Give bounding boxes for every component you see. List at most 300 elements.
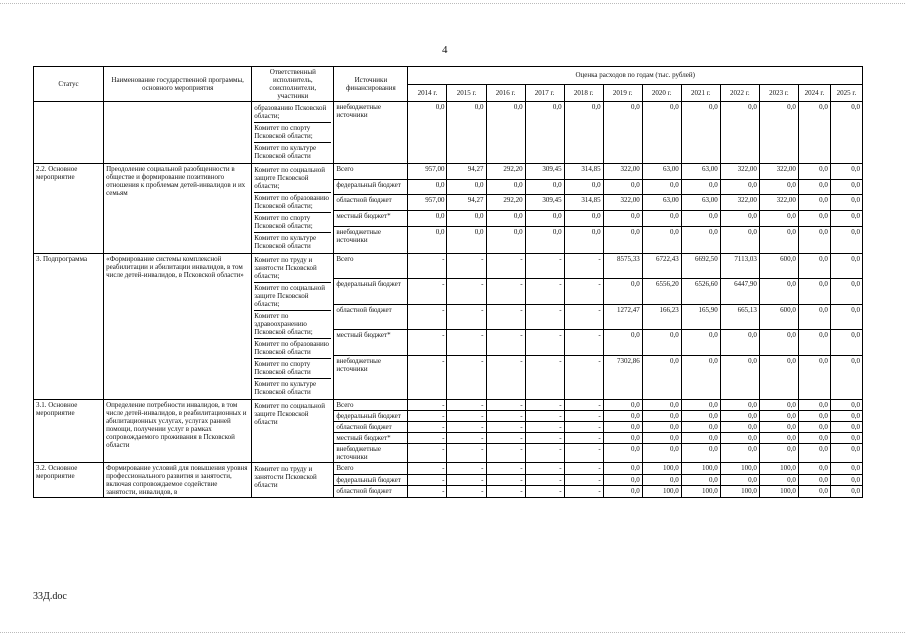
value-cell: 322,00 xyxy=(759,164,798,180)
source-cell: Всего xyxy=(334,254,408,279)
value-cell: 0,0 xyxy=(681,433,720,444)
value-cell: 0,0 xyxy=(447,102,486,164)
source-cell: Всего xyxy=(334,164,408,180)
responsible-entry: Комитет по социальной защите Псковской области xyxy=(254,402,326,426)
value-cell: 100,0 xyxy=(720,486,759,498)
value-cell: 7302,86 xyxy=(603,355,642,399)
responsible-entry: Комитет по спорту Псковской области; xyxy=(254,213,331,233)
value-cell: 0,0 xyxy=(486,226,525,253)
value-cell: 0,0 xyxy=(798,474,830,486)
value-cell: - xyxy=(486,330,525,355)
responsible-entry: Комитет по социальной защите Псковской области; xyxy=(254,165,331,193)
value-cell: 600,0 xyxy=(759,254,798,279)
value-cell: - xyxy=(408,433,447,444)
value-cell: - xyxy=(564,422,603,433)
value-cell: 0,0 xyxy=(408,226,447,253)
source-cell: федеральный бюджет xyxy=(334,179,408,195)
status-cell xyxy=(34,102,104,164)
status-cell: 3.1. Основное мероприятие xyxy=(34,400,104,463)
responsible-cell xyxy=(252,164,334,254)
header-year: 2023 г. xyxy=(759,84,798,102)
value-cell: 0,0 xyxy=(642,474,681,486)
responsible-cell xyxy=(252,400,334,463)
value-cell: - xyxy=(486,486,525,498)
value-cell: - xyxy=(486,355,525,399)
value-cell: 6722,43 xyxy=(642,254,681,279)
header-year: 2025 г. xyxy=(830,84,862,102)
responsible-cell xyxy=(252,102,334,164)
responsible-cell xyxy=(252,463,334,498)
value-cell: 0,0 xyxy=(447,211,486,227)
table-row xyxy=(34,254,863,279)
value-cell: 0,0 xyxy=(798,411,830,422)
budget-table xyxy=(33,66,863,498)
value-cell: 0,0 xyxy=(408,211,447,227)
value-cell: 0,0 xyxy=(759,102,798,164)
value-cell: 6692,50 xyxy=(681,254,720,279)
value-cell: 0,0 xyxy=(830,195,862,211)
value-cell: 0,0 xyxy=(798,304,830,329)
value-cell: 0,0 xyxy=(525,102,564,164)
value-cell: - xyxy=(486,411,525,422)
header-year: 2018 г. xyxy=(564,84,603,102)
value-cell: 0,0 xyxy=(603,226,642,253)
value-cell: 322,00 xyxy=(603,164,642,180)
value-cell: - xyxy=(564,355,603,399)
value-cell: - xyxy=(447,330,486,355)
value-cell: - xyxy=(447,433,486,444)
value-cell: 0,0 xyxy=(642,102,681,164)
value-cell: - xyxy=(486,304,525,329)
value-cell: - xyxy=(447,411,486,422)
value-cell: 322,00 xyxy=(603,195,642,211)
value-cell: 0,0 xyxy=(759,179,798,195)
value-cell: - xyxy=(486,422,525,433)
value-cell: 0,0 xyxy=(603,444,642,463)
value-cell: 292,20 xyxy=(486,164,525,180)
value-cell: 0,0 xyxy=(759,400,798,411)
value-cell: - xyxy=(408,330,447,355)
value-cell: 6526,60 xyxy=(681,279,720,304)
value-cell: - xyxy=(525,330,564,355)
value-cell: - xyxy=(408,463,447,475)
value-cell: - xyxy=(564,474,603,486)
value-cell: 292,20 xyxy=(486,195,525,211)
value-cell: 0,0 xyxy=(830,411,862,422)
header-status: Статус xyxy=(34,67,104,102)
value-cell: 0,0 xyxy=(720,330,759,355)
source-cell: областной бюджет xyxy=(334,422,408,433)
value-cell: 322,00 xyxy=(759,195,798,211)
value-cell: 8575,33 xyxy=(603,254,642,279)
value-cell: - xyxy=(447,474,486,486)
responsible-entry: Комитет по труду и занятости Псковской области; xyxy=(254,255,331,283)
value-cell: - xyxy=(408,422,447,433)
value-cell: 0,0 xyxy=(830,102,862,164)
header-program-name: Наименование государственной программы, основного мероприятия xyxy=(104,67,252,102)
value-cell: 0,0 xyxy=(681,355,720,399)
value-cell: 0,0 xyxy=(759,411,798,422)
value-cell: - xyxy=(447,304,486,329)
table-row xyxy=(34,164,863,180)
value-cell: - xyxy=(447,463,486,475)
value-cell: 0,0 xyxy=(525,211,564,227)
value-cell: - xyxy=(525,254,564,279)
value-cell: 100,0 xyxy=(720,463,759,475)
table-row xyxy=(34,463,863,475)
value-cell: 0,0 xyxy=(830,355,862,399)
value-cell: - xyxy=(447,486,486,498)
value-cell: 0,0 xyxy=(798,433,830,444)
header-year: 2019 г. xyxy=(603,84,642,102)
value-cell: - xyxy=(564,279,603,304)
value-cell: 0,0 xyxy=(720,433,759,444)
value-cell: 0,0 xyxy=(681,400,720,411)
value-cell: 7113,03 xyxy=(720,254,759,279)
responsible-entry: Комитет по культуре Псковской области xyxy=(254,144,317,160)
value-cell: 0,0 xyxy=(603,400,642,411)
value-cell: 0,0 xyxy=(830,254,862,279)
header-year: 2020 г. xyxy=(642,84,681,102)
source-cell: внебюджетные источники xyxy=(334,444,408,463)
header-year: 2015 г. xyxy=(447,84,486,102)
value-cell: 0,0 xyxy=(408,179,447,195)
source-cell: областной бюджет xyxy=(334,486,408,498)
header-year: 2017 г. xyxy=(525,84,564,102)
value-cell: 165,90 xyxy=(681,304,720,329)
source-cell: федеральный бюджет xyxy=(334,474,408,486)
value-cell: 0,0 xyxy=(564,102,603,164)
value-cell: 100,0 xyxy=(759,463,798,475)
value-cell: 0,0 xyxy=(447,179,486,195)
value-cell: 0,0 xyxy=(798,486,830,498)
scan-noise-top xyxy=(0,3,905,5)
value-cell: 100,0 xyxy=(681,463,720,475)
value-cell: - xyxy=(564,433,603,444)
value-cell: 0,0 xyxy=(681,226,720,253)
header-sources: Источники финансирования xyxy=(334,67,408,102)
source-cell: областной бюджет xyxy=(334,195,408,211)
value-cell: 0,0 xyxy=(486,179,525,195)
value-cell: 0,0 xyxy=(798,444,830,463)
value-cell: 0,0 xyxy=(681,422,720,433)
source-cell: внебюджетные источники xyxy=(334,102,408,164)
value-cell: 314,85 xyxy=(564,195,603,211)
value-cell: 0,0 xyxy=(681,179,720,195)
header-row xyxy=(34,67,863,85)
value-cell: 0,0 xyxy=(486,102,525,164)
value-cell: 0,0 xyxy=(830,330,862,355)
value-cell: 0,0 xyxy=(759,444,798,463)
value-cell: - xyxy=(408,400,447,411)
value-cell: - xyxy=(564,254,603,279)
value-cell: - xyxy=(564,463,603,475)
value-cell: 0,0 xyxy=(603,463,642,475)
value-cell: 0,0 xyxy=(830,164,862,180)
value-cell: - xyxy=(564,444,603,463)
source-cell: местный бюджет* xyxy=(334,211,408,227)
value-cell: 0,0 xyxy=(642,400,681,411)
value-cell: - xyxy=(486,444,525,463)
value-cell: 0,0 xyxy=(720,102,759,164)
value-cell: - xyxy=(525,422,564,433)
value-cell: 63,00 xyxy=(681,195,720,211)
program-name-cell xyxy=(104,102,252,164)
responsible-entry: Комитет по культуре Псковской области xyxy=(254,234,317,250)
value-cell: 0,0 xyxy=(830,279,862,304)
responsible-cell xyxy=(252,254,334,400)
value-cell: 0,0 xyxy=(720,400,759,411)
value-cell: 322,00 xyxy=(720,195,759,211)
value-cell: 314,85 xyxy=(564,164,603,180)
value-cell: 0,0 xyxy=(564,226,603,253)
value-cell: - xyxy=(525,355,564,399)
value-cell: 309,45 xyxy=(525,195,564,211)
value-cell: 0,0 xyxy=(642,211,681,227)
value-cell: 0,0 xyxy=(642,411,681,422)
value-cell: 63,00 xyxy=(642,164,681,180)
status-cell: 3. Подпрограмма xyxy=(34,254,104,400)
value-cell: 0,0 xyxy=(798,400,830,411)
value-cell: 0,0 xyxy=(603,179,642,195)
value-cell: 665,13 xyxy=(720,304,759,329)
value-cell: 0,0 xyxy=(759,226,798,253)
value-cell: 0,0 xyxy=(720,211,759,227)
value-cell: 0,0 xyxy=(830,400,862,411)
value-cell: 0,0 xyxy=(798,330,830,355)
value-cell: - xyxy=(447,422,486,433)
program-name-cell: Преодоление социальной разобщенности в обществе и формирование позитивного отношения к проблемам детей-инвалидов и их семьям xyxy=(104,164,252,254)
value-cell: 0,0 xyxy=(759,211,798,227)
value-cell: 0,0 xyxy=(720,444,759,463)
table-row xyxy=(34,400,863,411)
program-name-cell: Формирование условий для повышения уровня профессионального развития и занятости, включая сопровождаемое содействие занятости, инвалидов, в xyxy=(104,463,252,498)
value-cell: 957,00 xyxy=(408,164,447,180)
value-cell: 0,0 xyxy=(798,355,830,399)
value-cell: 0,0 xyxy=(681,474,720,486)
page-number: 4 xyxy=(442,44,448,56)
value-cell: 0,0 xyxy=(603,486,642,498)
value-cell: 0,0 xyxy=(830,444,862,463)
value-cell: - xyxy=(486,463,525,475)
responsible-entry: Комитет по здравоохранению Псковской области; xyxy=(254,311,331,339)
value-cell: 0,0 xyxy=(720,226,759,253)
value-cell: 0,0 xyxy=(486,211,525,227)
value-cell: - xyxy=(525,474,564,486)
value-cell: 1272,47 xyxy=(603,304,642,329)
value-cell: 957,00 xyxy=(408,195,447,211)
value-cell: 0,0 xyxy=(830,486,862,498)
value-cell: - xyxy=(564,400,603,411)
value-cell: 0,0 xyxy=(759,355,798,399)
value-cell: - xyxy=(486,474,525,486)
value-cell: 0,0 xyxy=(720,411,759,422)
value-cell: - xyxy=(525,463,564,475)
value-cell: 0,0 xyxy=(525,226,564,253)
header-estimate: Оценка расходов по годам (тыс. рублей) xyxy=(408,67,863,85)
value-cell: 0,0 xyxy=(642,179,681,195)
value-cell: 0,0 xyxy=(408,102,447,164)
value-cell: 0,0 xyxy=(642,355,681,399)
footer-filename: 33Д.doc xyxy=(33,591,67,602)
value-cell: - xyxy=(525,279,564,304)
value-cell: 100,0 xyxy=(681,486,720,498)
value-cell: - xyxy=(408,474,447,486)
value-cell: - xyxy=(486,254,525,279)
value-cell: 0,0 xyxy=(720,179,759,195)
value-cell: - xyxy=(408,279,447,304)
value-cell: - xyxy=(408,304,447,329)
value-cell: 0,0 xyxy=(564,179,603,195)
value-cell: 0,0 xyxy=(720,422,759,433)
responsible-entry: Комитет по спорту Псковской области xyxy=(254,359,331,379)
responsible-entry: Комитет по культуре Псковской области xyxy=(254,380,317,396)
value-cell: - xyxy=(564,411,603,422)
value-cell: 0,0 xyxy=(798,211,830,227)
table-body xyxy=(34,102,863,498)
source-cell: внебюджетные источники xyxy=(334,226,408,253)
value-cell: 0,0 xyxy=(759,330,798,355)
value-cell: 63,00 xyxy=(681,164,720,180)
header-year: 2022 г. xyxy=(720,84,759,102)
value-cell: 0,0 xyxy=(798,164,830,180)
value-cell: 0,0 xyxy=(720,355,759,399)
responsible-entry: Комитет по спорту Псковской области; xyxy=(254,123,331,143)
value-cell: - xyxy=(447,254,486,279)
value-cell: 0,0 xyxy=(798,422,830,433)
value-cell: 0,0 xyxy=(603,279,642,304)
source-cell: федеральный бюджет xyxy=(334,411,408,422)
responsible-entry: Комитет по труду и занятости Псковской области xyxy=(254,465,317,489)
value-cell: 0,0 xyxy=(603,433,642,444)
source-cell: Всего xyxy=(334,400,408,411)
value-cell: 0,0 xyxy=(525,179,564,195)
value-cell: - xyxy=(408,355,447,399)
value-cell: 0,0 xyxy=(603,411,642,422)
value-cell: 322,00 xyxy=(720,164,759,180)
value-cell: 0,0 xyxy=(681,444,720,463)
value-cell: 0,0 xyxy=(603,102,642,164)
value-cell: 0,0 xyxy=(798,195,830,211)
value-cell: - xyxy=(447,355,486,399)
value-cell: 0,0 xyxy=(681,102,720,164)
scan-noise-bottom xyxy=(0,632,905,634)
value-cell: 0,0 xyxy=(830,226,862,253)
value-cell: 0,0 xyxy=(447,226,486,253)
value-cell: 100,0 xyxy=(759,486,798,498)
value-cell: 0,0 xyxy=(830,463,862,475)
header-year: 2014 г. xyxy=(408,84,447,102)
program-name-cell: Определение потребности инвалидов, в том числе детей-инвалидов, в реабилитационных и абилитационных услугах, услугах ранней помощи, получении услуг в рамках сопровождаемого проживания в Псковской области xyxy=(104,400,252,463)
header-year: 2016 г. xyxy=(486,84,525,102)
value-cell: 309,45 xyxy=(525,164,564,180)
value-cell: 94,27 xyxy=(447,164,486,180)
value-cell: 0,0 xyxy=(830,179,862,195)
source-cell: федеральный бюджет xyxy=(334,279,408,304)
value-cell: 0,0 xyxy=(603,474,642,486)
source-cell: областной бюджет xyxy=(334,304,408,329)
value-cell: 94,27 xyxy=(447,195,486,211)
value-cell: - xyxy=(408,486,447,498)
value-cell: 0,0 xyxy=(798,279,830,304)
source-cell: местный бюджет* xyxy=(334,330,408,355)
value-cell: - xyxy=(447,279,486,304)
responsible-entry: Комитет по образованию Псковской области xyxy=(254,339,331,359)
value-cell: - xyxy=(525,304,564,329)
value-cell: 0,0 xyxy=(720,474,759,486)
value-cell: 0,0 xyxy=(681,411,720,422)
value-cell: 0,0 xyxy=(681,211,720,227)
value-cell: 0,0 xyxy=(759,433,798,444)
value-cell: 0,0 xyxy=(798,102,830,164)
value-cell: - xyxy=(525,433,564,444)
status-cell: 3.2. Основное мероприятие xyxy=(34,463,104,498)
value-cell: 0,0 xyxy=(759,422,798,433)
value-cell: - xyxy=(447,400,486,411)
value-cell: 0,0 xyxy=(830,211,862,227)
value-cell: - xyxy=(525,400,564,411)
value-cell: 0,0 xyxy=(642,444,681,463)
value-cell: 0,0 xyxy=(603,211,642,227)
value-cell: - xyxy=(486,433,525,444)
program-name-cell: «Формирование системы комплексной реабилитации и абилитации инвалидов, в том числе детей-инвалидов, в Псковской области» xyxy=(104,254,252,400)
value-cell: 0,0 xyxy=(759,474,798,486)
value-cell: 0,0 xyxy=(830,433,862,444)
value-cell: - xyxy=(564,330,603,355)
value-cell: - xyxy=(447,444,486,463)
value-cell: 0,0 xyxy=(830,422,862,433)
value-cell: 0,0 xyxy=(830,474,862,486)
value-cell: 0,0 xyxy=(603,330,642,355)
value-cell: - xyxy=(486,400,525,411)
value-cell: - xyxy=(564,304,603,329)
value-cell: - xyxy=(486,279,525,304)
source-cell: местный бюджет* xyxy=(334,433,408,444)
source-cell: внебюджетные источники xyxy=(334,355,408,399)
value-cell: 0,0 xyxy=(642,433,681,444)
header-responsible: Ответственный исполнитель, соисполнители, участники xyxy=(252,67,334,102)
value-cell: 0,0 xyxy=(830,304,862,329)
source-cell: Всего xyxy=(334,463,408,475)
value-cell: 0,0 xyxy=(642,330,681,355)
value-cell: 6447,90 xyxy=(720,279,759,304)
status-cell: 2.2. Основное мероприятие xyxy=(34,164,104,254)
value-cell: - xyxy=(408,411,447,422)
value-cell: 0,0 xyxy=(759,279,798,304)
value-cell: - xyxy=(408,254,447,279)
value-cell: 0,0 xyxy=(642,226,681,253)
responsible-entry: Комитет по образованию Псковской области; xyxy=(254,193,331,213)
table-row xyxy=(34,102,863,164)
value-cell: 63,00 xyxy=(642,195,681,211)
value-cell: 0,0 xyxy=(798,463,830,475)
value-cell: 0,0 xyxy=(603,422,642,433)
value-cell: - xyxy=(525,411,564,422)
value-cell: 0,0 xyxy=(798,179,830,195)
value-cell: 600,0 xyxy=(759,304,798,329)
value-cell: 0,0 xyxy=(681,330,720,355)
header-year: 2021 г. xyxy=(681,84,720,102)
value-cell: - xyxy=(525,444,564,463)
header-year: 2024 г. xyxy=(798,84,830,102)
value-cell: 100,0 xyxy=(642,486,681,498)
responsible-entry: образованию Псковской области; xyxy=(254,103,331,123)
responsible-entry: Комитет по социальной защите Псковской области; xyxy=(254,283,331,311)
value-cell: - xyxy=(564,486,603,498)
value-cell: 166,23 xyxy=(642,304,681,329)
value-cell: - xyxy=(408,444,447,463)
value-cell: 0,0 xyxy=(642,422,681,433)
